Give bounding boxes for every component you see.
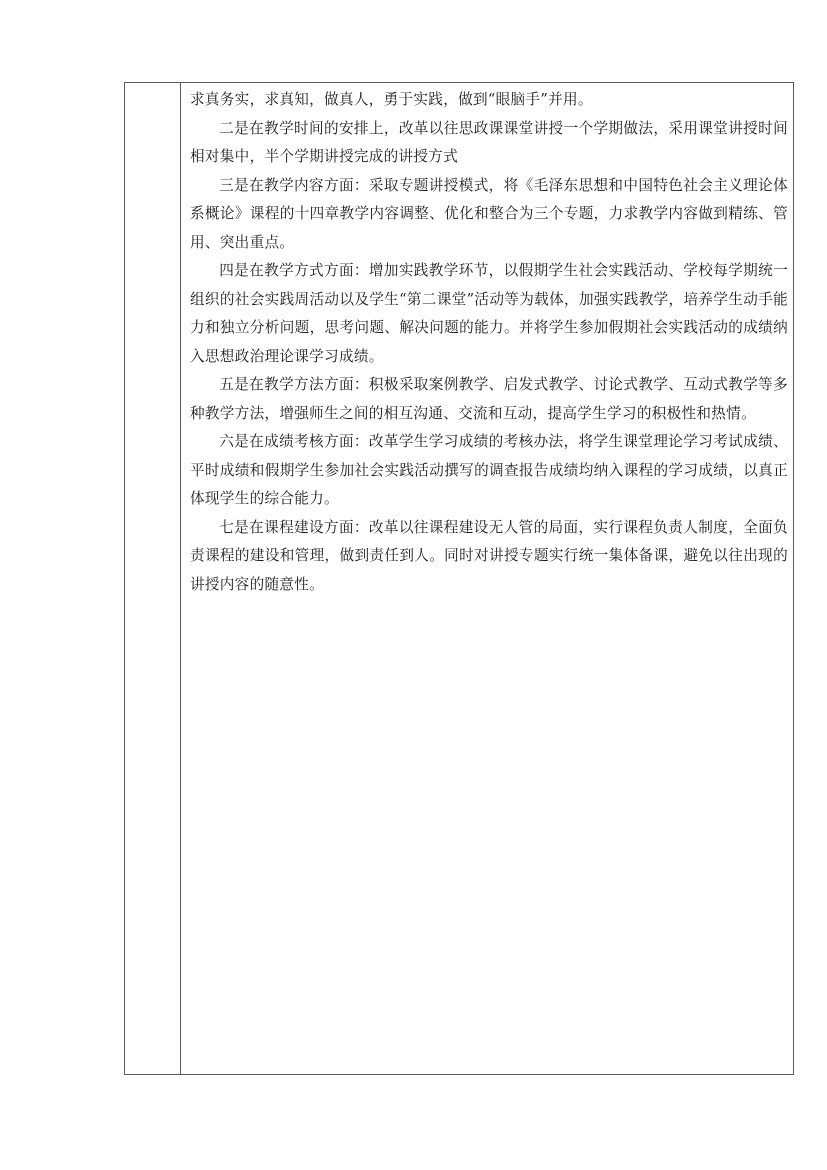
form-table (124, 82, 794, 1075)
column-divider (180, 83, 181, 1074)
table-content-cell (190, 86, 788, 599)
paragraph-teaching-content: 三是在教学内容方面：采取专题讲授模式，将《毛泽东思想和中国特色社会主义理论体系概论》课程的十四章教学内容调整、优化和整合为三个专题，力求教学内容做到精练、管用、突出重点。 (190, 176, 788, 251)
paragraph-course-construction: 七是在课程建设方面：改革以往课程建设无人管的局面，实行课程负责人制度，全面负责课程的建设和管理，做到责任到人。同时对讲授专题实行统一集体备课，避免以往出现的讲授内容的随意性。 (190, 518, 788, 593)
paragraph-assessment: 六是在成绩考核方面：改革学生学习成绩的考核办法，将学生课堂理论学习考试成绩、平时成绩和假期学生参加社会实践活动撰写的调查报告成绩均纳入课程的学习成绩，以真正体现学生的综合能力。 (190, 433, 788, 507)
paragraph-teaching-time: 二是在教学时间的安排上，改革以往思政课课堂讲授一个学期做法，采用课堂讲授时间相对集中，半个学期讲授完成的讲授方式 (190, 119, 788, 165)
paragraph-teaching-style: 四是在教学方式方面：增加实践教学环节，以假期学生社会实践活动、学校每学期统一组织的社会实践周活动以及学生“第二课堂”活动等为载体，加强实践教学，培养学生动手能力和独立分析问题，思考问题、解决问题的能力。并将学生参加假期社会实践活动的成绩纳入思想政治理论课学习成绩。 (190, 262, 788, 365)
paragraph-continuation: 求真务实，求真知，做真人，勇于实践，做到“眼脑手”并用。 (190, 91, 593, 108)
paragraph-teaching-method: 五是在教学方法方面：积极采取案例教学、启发式教学、讨论式教学、互动式教学等多种教学方法，增强师生之间的相互沟通、交流和互动，提高学生学习的积极性和热情。 (190, 376, 788, 422)
